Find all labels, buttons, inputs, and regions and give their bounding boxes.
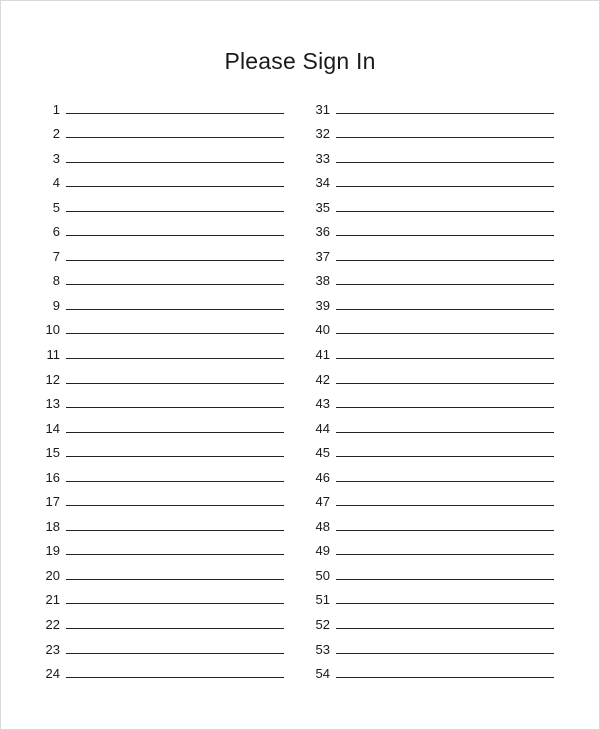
- signature-line[interactable]: [66, 383, 284, 384]
- row-number: 51: [315, 592, 330, 608]
- row-number: 15: [45, 445, 60, 461]
- signature-row: [34, 585, 284, 610]
- signature-row: [304, 438, 554, 463]
- signature-line[interactable]: [336, 456, 554, 457]
- signature-line[interactable]: [66, 284, 284, 285]
- row-number: 34: [315, 175, 330, 191]
- signature-row: [34, 511, 284, 536]
- signature-row: [304, 634, 554, 659]
- signature-row: [34, 94, 284, 119]
- signature-row: [304, 241, 554, 266]
- signature-line[interactable]: [66, 407, 284, 408]
- signature-line[interactable]: [66, 113, 284, 114]
- row-number: 18: [45, 518, 60, 534]
- signature-line[interactable]: [66, 186, 284, 187]
- signature-row: [304, 585, 554, 610]
- row-number: 38: [315, 273, 330, 289]
- signature-line[interactable]: [66, 603, 284, 604]
- signature-row: [34, 192, 284, 217]
- row-number: 36: [315, 224, 330, 240]
- signature-row: [34, 389, 284, 414]
- row-number: 35: [315, 199, 330, 215]
- page-title: Please Sign In: [224, 48, 376, 74]
- row-number: 50: [315, 567, 330, 583]
- signature-line[interactable]: [336, 481, 554, 482]
- signature-row: [304, 143, 554, 168]
- signature-line[interactable]: [66, 137, 284, 138]
- signature-line[interactable]: [336, 554, 554, 555]
- signature-row: [304, 536, 554, 561]
- row-number: 43: [315, 396, 330, 412]
- signature-line[interactable]: [66, 653, 284, 654]
- row-number: 45: [315, 445, 330, 461]
- signature-line[interactable]: [336, 628, 554, 629]
- signature-line[interactable]: [336, 505, 554, 506]
- row-number: 17: [45, 494, 60, 510]
- signature-line[interactable]: [336, 383, 554, 384]
- signature-row: [304, 290, 554, 315]
- signature-row: [304, 659, 554, 684]
- signature-line[interactable]: [336, 235, 554, 236]
- signature-row: [34, 462, 284, 487]
- signature-row: [304, 364, 554, 389]
- row-number: 21: [45, 592, 60, 608]
- signature-row: [34, 487, 284, 512]
- row-number: 52: [315, 617, 330, 633]
- row-number: 49: [315, 543, 330, 559]
- signature-line[interactable]: [66, 309, 284, 310]
- signature-line[interactable]: [336, 530, 554, 531]
- signature-row: [34, 315, 284, 340]
- signature-row: [34, 290, 284, 315]
- row-number: 23: [45, 641, 60, 657]
- right-signature-column: [304, 94, 554, 683]
- signature-line[interactable]: [336, 653, 554, 654]
- signature-row: [304, 217, 554, 242]
- signature-line[interactable]: [66, 530, 284, 531]
- row-number: 9: [52, 297, 60, 313]
- signature-row: [34, 217, 284, 242]
- row-number: 4: [52, 175, 60, 191]
- row-number: 14: [45, 420, 60, 436]
- signature-line[interactable]: [66, 554, 284, 555]
- left-signature-column: [34, 94, 284, 683]
- signature-row: [34, 609, 284, 634]
- signature-line[interactable]: [66, 505, 284, 506]
- signature-line[interactable]: [336, 137, 554, 138]
- signature-row: [34, 266, 284, 291]
- signature-row: [304, 94, 554, 119]
- signature-line[interactable]: [336, 186, 554, 187]
- signature-row: [304, 560, 554, 585]
- row-number: 32: [315, 126, 330, 142]
- signature-row: [34, 560, 284, 585]
- signature-row: [304, 389, 554, 414]
- signature-row: [34, 168, 284, 193]
- row-number: 48: [315, 518, 330, 534]
- signature-line[interactable]: [336, 113, 554, 114]
- row-number: 7: [52, 248, 60, 264]
- signature-row: [34, 143, 284, 168]
- row-number: 53: [315, 641, 330, 657]
- signature-line[interactable]: [336, 358, 554, 359]
- row-number: 47: [315, 494, 330, 510]
- signature-row: [304, 339, 554, 364]
- signature-line[interactable]: [336, 407, 554, 408]
- row-number: 13: [45, 396, 60, 412]
- signature-line[interactable]: [336, 162, 554, 163]
- signature-row: [34, 634, 284, 659]
- row-number: 16: [45, 469, 60, 485]
- signature-line[interactable]: [66, 260, 284, 261]
- signature-row: [304, 315, 554, 340]
- row-number: 10: [45, 322, 60, 338]
- signature-row: [34, 241, 284, 266]
- signature-line[interactable]: [66, 456, 284, 457]
- row-number: 22: [45, 617, 60, 633]
- row-number: 20: [45, 567, 60, 583]
- signature-row: [34, 536, 284, 561]
- row-number: 19: [45, 543, 60, 559]
- signature-line[interactable]: [336, 432, 554, 433]
- signature-line[interactable]: [66, 333, 284, 334]
- signature-line[interactable]: [66, 211, 284, 212]
- signature-line[interactable]: [66, 481, 284, 482]
- signature-row: [304, 119, 554, 144]
- signature-line[interactable]: [66, 579, 284, 580]
- signature-line[interactable]: [66, 432, 284, 433]
- row-number: 11: [46, 347, 60, 363]
- row-number: 12: [45, 371, 60, 387]
- signature-row: [34, 659, 284, 684]
- signature-row: [304, 413, 554, 438]
- row-number: 2: [52, 126, 60, 142]
- signature-row: [304, 168, 554, 193]
- row-number: 1: [52, 101, 60, 117]
- row-number: 42: [315, 371, 330, 387]
- signature-line[interactable]: [336, 211, 554, 212]
- signature-line[interactable]: [66, 628, 284, 629]
- signature-row: [304, 511, 554, 536]
- signature-line[interactable]: [336, 579, 554, 580]
- signature-row: [304, 192, 554, 217]
- signature-row: [34, 364, 284, 389]
- signature-line[interactable]: [336, 260, 554, 261]
- signature-line[interactable]: [336, 677, 554, 678]
- row-number: 54: [315, 666, 330, 682]
- signature-row: [304, 266, 554, 291]
- signature-row: [34, 119, 284, 144]
- signature-line[interactable]: [66, 358, 284, 359]
- row-number: 40: [315, 322, 330, 338]
- row-number: 5: [52, 199, 60, 215]
- row-number: 46: [315, 469, 330, 485]
- row-number: 39: [315, 297, 330, 313]
- signature-row: [304, 462, 554, 487]
- signature-row: [304, 487, 554, 512]
- signature-row: [34, 438, 284, 463]
- row-number: 33: [315, 150, 330, 166]
- signature-line[interactable]: [336, 309, 554, 310]
- signature-line[interactable]: [66, 162, 284, 163]
- signature-row: [34, 413, 284, 438]
- signature-line[interactable]: [336, 284, 554, 285]
- row-number: 44: [315, 420, 330, 436]
- row-number: 24: [45, 666, 60, 682]
- row-number: 6: [52, 224, 60, 240]
- row-number: 8: [52, 273, 60, 289]
- row-number: 3: [52, 150, 60, 166]
- signature-row: [34, 339, 284, 364]
- row-number: 37: [315, 248, 330, 264]
- signature-row: [304, 609, 554, 634]
- row-number: 31: [315, 101, 330, 117]
- signature-line[interactable]: [336, 603, 554, 604]
- row-number: 41: [315, 347, 330, 363]
- signature-line[interactable]: [66, 677, 284, 678]
- signature-line[interactable]: [66, 235, 284, 236]
- signature-line[interactable]: [336, 333, 554, 334]
